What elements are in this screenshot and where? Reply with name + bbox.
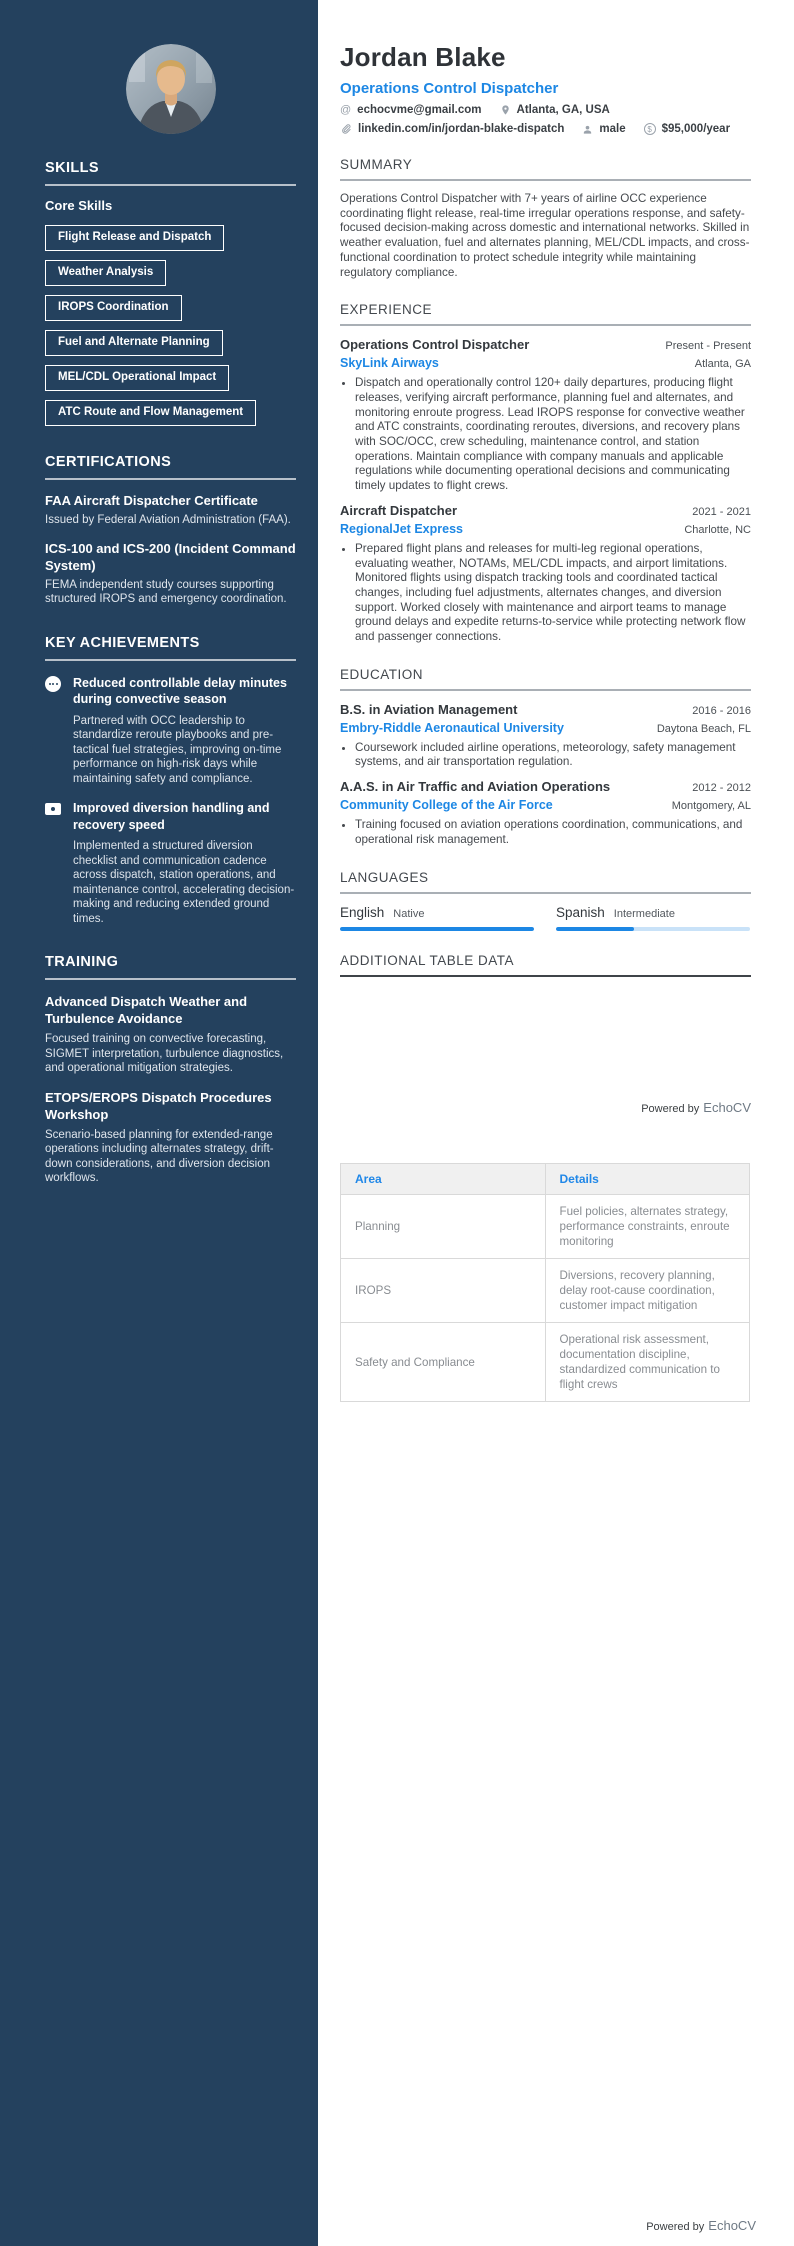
powered-by-text: Powered by	[646, 2221, 705, 2233]
table-cell-details: Fuel policies, alternates strategy, performance constraints, enroute monitoring	[545, 1195, 750, 1259]
language-item	[556, 905, 750, 931]
job-bullet: • Dispatch and operationally control 120+ daily departures, producing flight releases, verifying aircraft performance, planning fuel and alternates, and monitoring enroute progress. Lead IROPS response for convective weather and ATC constraints, coordinating reroutes, diversions, and recovery plans with SOC/OCC, crew scheduling, maintenance control, and station operations. Maintain compliance with company manuals and applicable regulations while documenting operational decisions and communicating timely updates to flight crews.	[355, 376, 751, 494]
sidebar-section-achievements	[45, 635, 296, 927]
skill-pill: MEL/CDL Operational Impact	[45, 365, 229, 391]
table-cell-area: Planning	[341, 1195, 546, 1259]
degree-title: B.S. in Aviation Management	[340, 701, 518, 717]
section-divider	[340, 324, 751, 326]
training-title: ETOPS/EROPS Dispatch Procedures Workshop	[45, 1089, 272, 1122]
language-name: English	[340, 904, 385, 920]
language-bar-fill	[340, 927, 534, 931]
linkedin-value: linkedin.com/in/jordan-blake-dispatch	[358, 123, 565, 135]
achievements-heading: KEY ACHIEVEMENTS	[45, 634, 200, 651]
additional-table-data-heading: ADDITIONAL TABLE DATA	[340, 952, 515, 968]
experience-heading: EXPERIENCE	[340, 302, 433, 318]
job-bullets	[340, 376, 751, 494]
language-level: Intermediate	[613, 907, 675, 920]
achievement-description: Partnered with OCC leadership to standardize reroute playbooks and pre-tactical fuel strategies, improving on-time performance on high-risk days while maintaining safety and compliance.	[73, 714, 282, 785]
education-bullet: • Training focused on aviation operations coordination, communications, and operational risk management.	[355, 818, 751, 847]
education-bullet: • Coursework included airline operations, meteorology, safety management systems, and air transportation regulation.	[355, 741, 751, 770]
training-heading: TRAINING	[45, 954, 119, 970]
location-value: Atlanta, GA, USA	[516, 104, 610, 116]
location-pin-icon	[500, 104, 511, 116]
experience-entry	[340, 337, 751, 494]
section-languages	[340, 870, 751, 931]
contact-email	[340, 104, 482, 116]
table-row	[341, 1195, 750, 1259]
skill-pill: IROPS Coordination	[45, 295, 182, 321]
achievement-item	[45, 800, 296, 926]
certification-description: FEMA independent study courses supporting structured IROPS and emergency coordination.	[45, 578, 287, 605]
school-link[interactable]: Community College of the Air Force	[340, 798, 553, 813]
table-cell-details: Diversions, recovery planning, delay root-cause coordination, customer impact mitigation	[545, 1259, 750, 1323]
section-divider	[45, 978, 296, 980]
job-dates: 2021 - 2021	[692, 505, 751, 518]
certification-description: Issued by Federal Aviation Administration (FAA).	[45, 514, 291, 526]
language-bar	[556, 927, 750, 931]
summary-heading: SUMMARY	[340, 157, 413, 172]
job-bullet: • Prepared flight plans and releases for multi-leg regional operations, evaluating weather, NOTAMs, MEL/CDL impacts, and airport limitations. Monitored flights using dispatch tracking tools and coordinated tactical changes, including fuel adjustments, alternates changes, and diversion support. Worked closely with maintenance and airport teams to manage ground delays and expedite returns-to-service while protecting network flow and passenger connections.	[355, 542, 751, 645]
summary-text: Operations Control Dispatcher with 7+ years of airline OCC experience coordinating flight release, real-time irregular operations response, and safety-focused decision-making across domestic and international networks. Skilled in weather evaluation, fuel and alternates planning, MEL/CDL impacts, and cross-functional coordination to protect schedule integrity while maintaining regulatory compliance.	[340, 192, 750, 279]
company-link[interactable]: RegionalJet Express	[340, 521, 463, 536]
gender-value: male	[599, 123, 626, 135]
education-bullets	[340, 741, 751, 770]
language-bar	[340, 927, 534, 931]
avatar	[126, 44, 216, 134]
achievement-item	[45, 675, 296, 787]
person-name: Jordan Blake	[340, 42, 506, 72]
table-header-area: Area	[341, 1164, 546, 1195]
at-icon: @	[340, 104, 352, 116]
section-additional-table-data	[340, 953, 751, 978]
school-link[interactable]: Embry-Riddle Aeronautical University	[340, 720, 564, 735]
monitor-icon	[45, 803, 61, 815]
education-entry	[340, 779, 751, 847]
contact-salary	[644, 123, 730, 135]
chat-icon	[45, 676, 61, 692]
section-summary	[340, 157, 751, 280]
section-divider	[45, 659, 296, 661]
education-dates: 2016 - 2016	[692, 704, 751, 717]
section-divider	[340, 689, 751, 691]
section-experience	[340, 302, 751, 645]
skill-pill: ATC Route and Flow Management	[45, 400, 256, 426]
powered-by-footer	[340, 1100, 751, 1115]
main-content	[340, 0, 751, 977]
contact-location	[500, 104, 610, 116]
salary-value: $95,000/year	[661, 123, 731, 135]
profile-photo	[126, 44, 216, 134]
echocv-brand[interactable]: EchoCV	[703, 1100, 751, 1115]
languages-heading: LANGUAGES	[340, 869, 429, 885]
education-heading: EDUCATION	[340, 666, 424, 682]
school-location: Montgomery, AL	[671, 800, 751, 813]
job-location: Atlanta, GA	[694, 358, 751, 371]
table-cell-area: Safety and Compliance	[341, 1323, 546, 1402]
sidebar-section-skills	[45, 160, 296, 426]
section-divider	[45, 478, 296, 480]
company-link[interactable]: SkyLink Airways	[340, 356, 439, 371]
job-title: Operations Control Dispatcher	[340, 337, 530, 353]
table-row	[341, 1323, 750, 1402]
powered-by-footer	[646, 2218, 756, 2233]
achievement-title: Reduced controllable delay minutes during convective season	[73, 675, 287, 706]
certification-title: ICS-100 and ICS-200 (Incident Command System)	[45, 540, 296, 573]
language-bar-fill	[556, 927, 634, 931]
school-location: Daytona Beach, FL	[656, 722, 751, 735]
achievement-title: Improved diversion handling and recovery speed	[73, 801, 270, 832]
language-name: Spanish	[556, 904, 605, 920]
job-title: Aircraft Dispatcher	[340, 502, 458, 518]
language-item	[340, 905, 534, 931]
training-description: Focused training on convective forecasting, SIGMET interpretation, turbulence diagnostics, and operational mitigation strategies.	[45, 1033, 284, 1074]
job-dates: Present - Present	[665, 340, 751, 353]
skills-heading: SKILLS	[45, 160, 99, 176]
section-education	[340, 667, 751, 848]
education-bullets	[340, 818, 751, 847]
skill-pill: Flight Release and Dispatch	[45, 225, 224, 251]
skill-pill: Fuel and Alternate Planning	[45, 330, 223, 356]
link-icon	[340, 123, 352, 135]
sidebar	[0, 0, 318, 2246]
experience-entry	[340, 503, 751, 645]
job-location: Charlotte, NC	[684, 523, 751, 536]
sidebar-section-training	[45, 954, 296, 1186]
powered-by-text: Powered by	[641, 1103, 700, 1115]
table-cell-details: Operational risk assessment, documentation discipline, standardized communication to flight crews	[545, 1323, 750, 1402]
person-title: Operations Control Dispatcher	[340, 80, 559, 97]
echocv-brand[interactable]: EchoCV	[708, 2218, 756, 2233]
table-header-details: Details	[545, 1164, 750, 1195]
money-icon: $	[644, 123, 656, 135]
achievement-description: Implemented a structured diversion checklist and communication cadence across dispatch, station operations, and maintenance control, accelerating decision-making and reducing extended ground times.	[73, 840, 295, 925]
skills-group-label: Core Skills	[45, 198, 113, 213]
section-divider	[340, 179, 751, 181]
additional-data-table	[340, 1163, 750, 1402]
language-level: Native	[393, 907, 425, 920]
job-bullets	[340, 542, 751, 645]
section-divider-dark	[340, 975, 751, 978]
education-dates: 2012 - 2012	[692, 782, 751, 795]
skill-pill: Weather Analysis	[45, 260, 166, 286]
contact-linkedin[interactable]	[340, 123, 564, 135]
table-cell-area: IROPS	[341, 1259, 546, 1323]
person-icon	[582, 124, 593, 135]
section-divider	[340, 892, 751, 894]
contact-row	[340, 123, 751, 135]
contact-row	[340, 104, 751, 116]
contact-gender	[582, 123, 625, 135]
certification-title: FAA Aircraft Dispatcher Certificate	[45, 493, 258, 508]
sidebar-section-certifications	[45, 454, 296, 607]
education-entry	[340, 702, 751, 770]
section-divider	[45, 184, 296, 186]
certifications-heading: CERTIFICATIONS	[45, 454, 172, 470]
table-row	[341, 1259, 750, 1323]
degree-title: A.A.S. in Air Traffic and Aviation Operations	[340, 779, 611, 795]
training-description: Scenario-based planning for extended-range operations including alternates strategy, drift-down considerations, and diversion decision workflows.	[45, 1128, 274, 1184]
email-value: echocvme@gmail.com	[357, 104, 482, 116]
training-title: Advanced Dispatch Weather and Turbulence Avoidance	[45, 994, 248, 1026]
table-header-row	[341, 1164, 750, 1195]
